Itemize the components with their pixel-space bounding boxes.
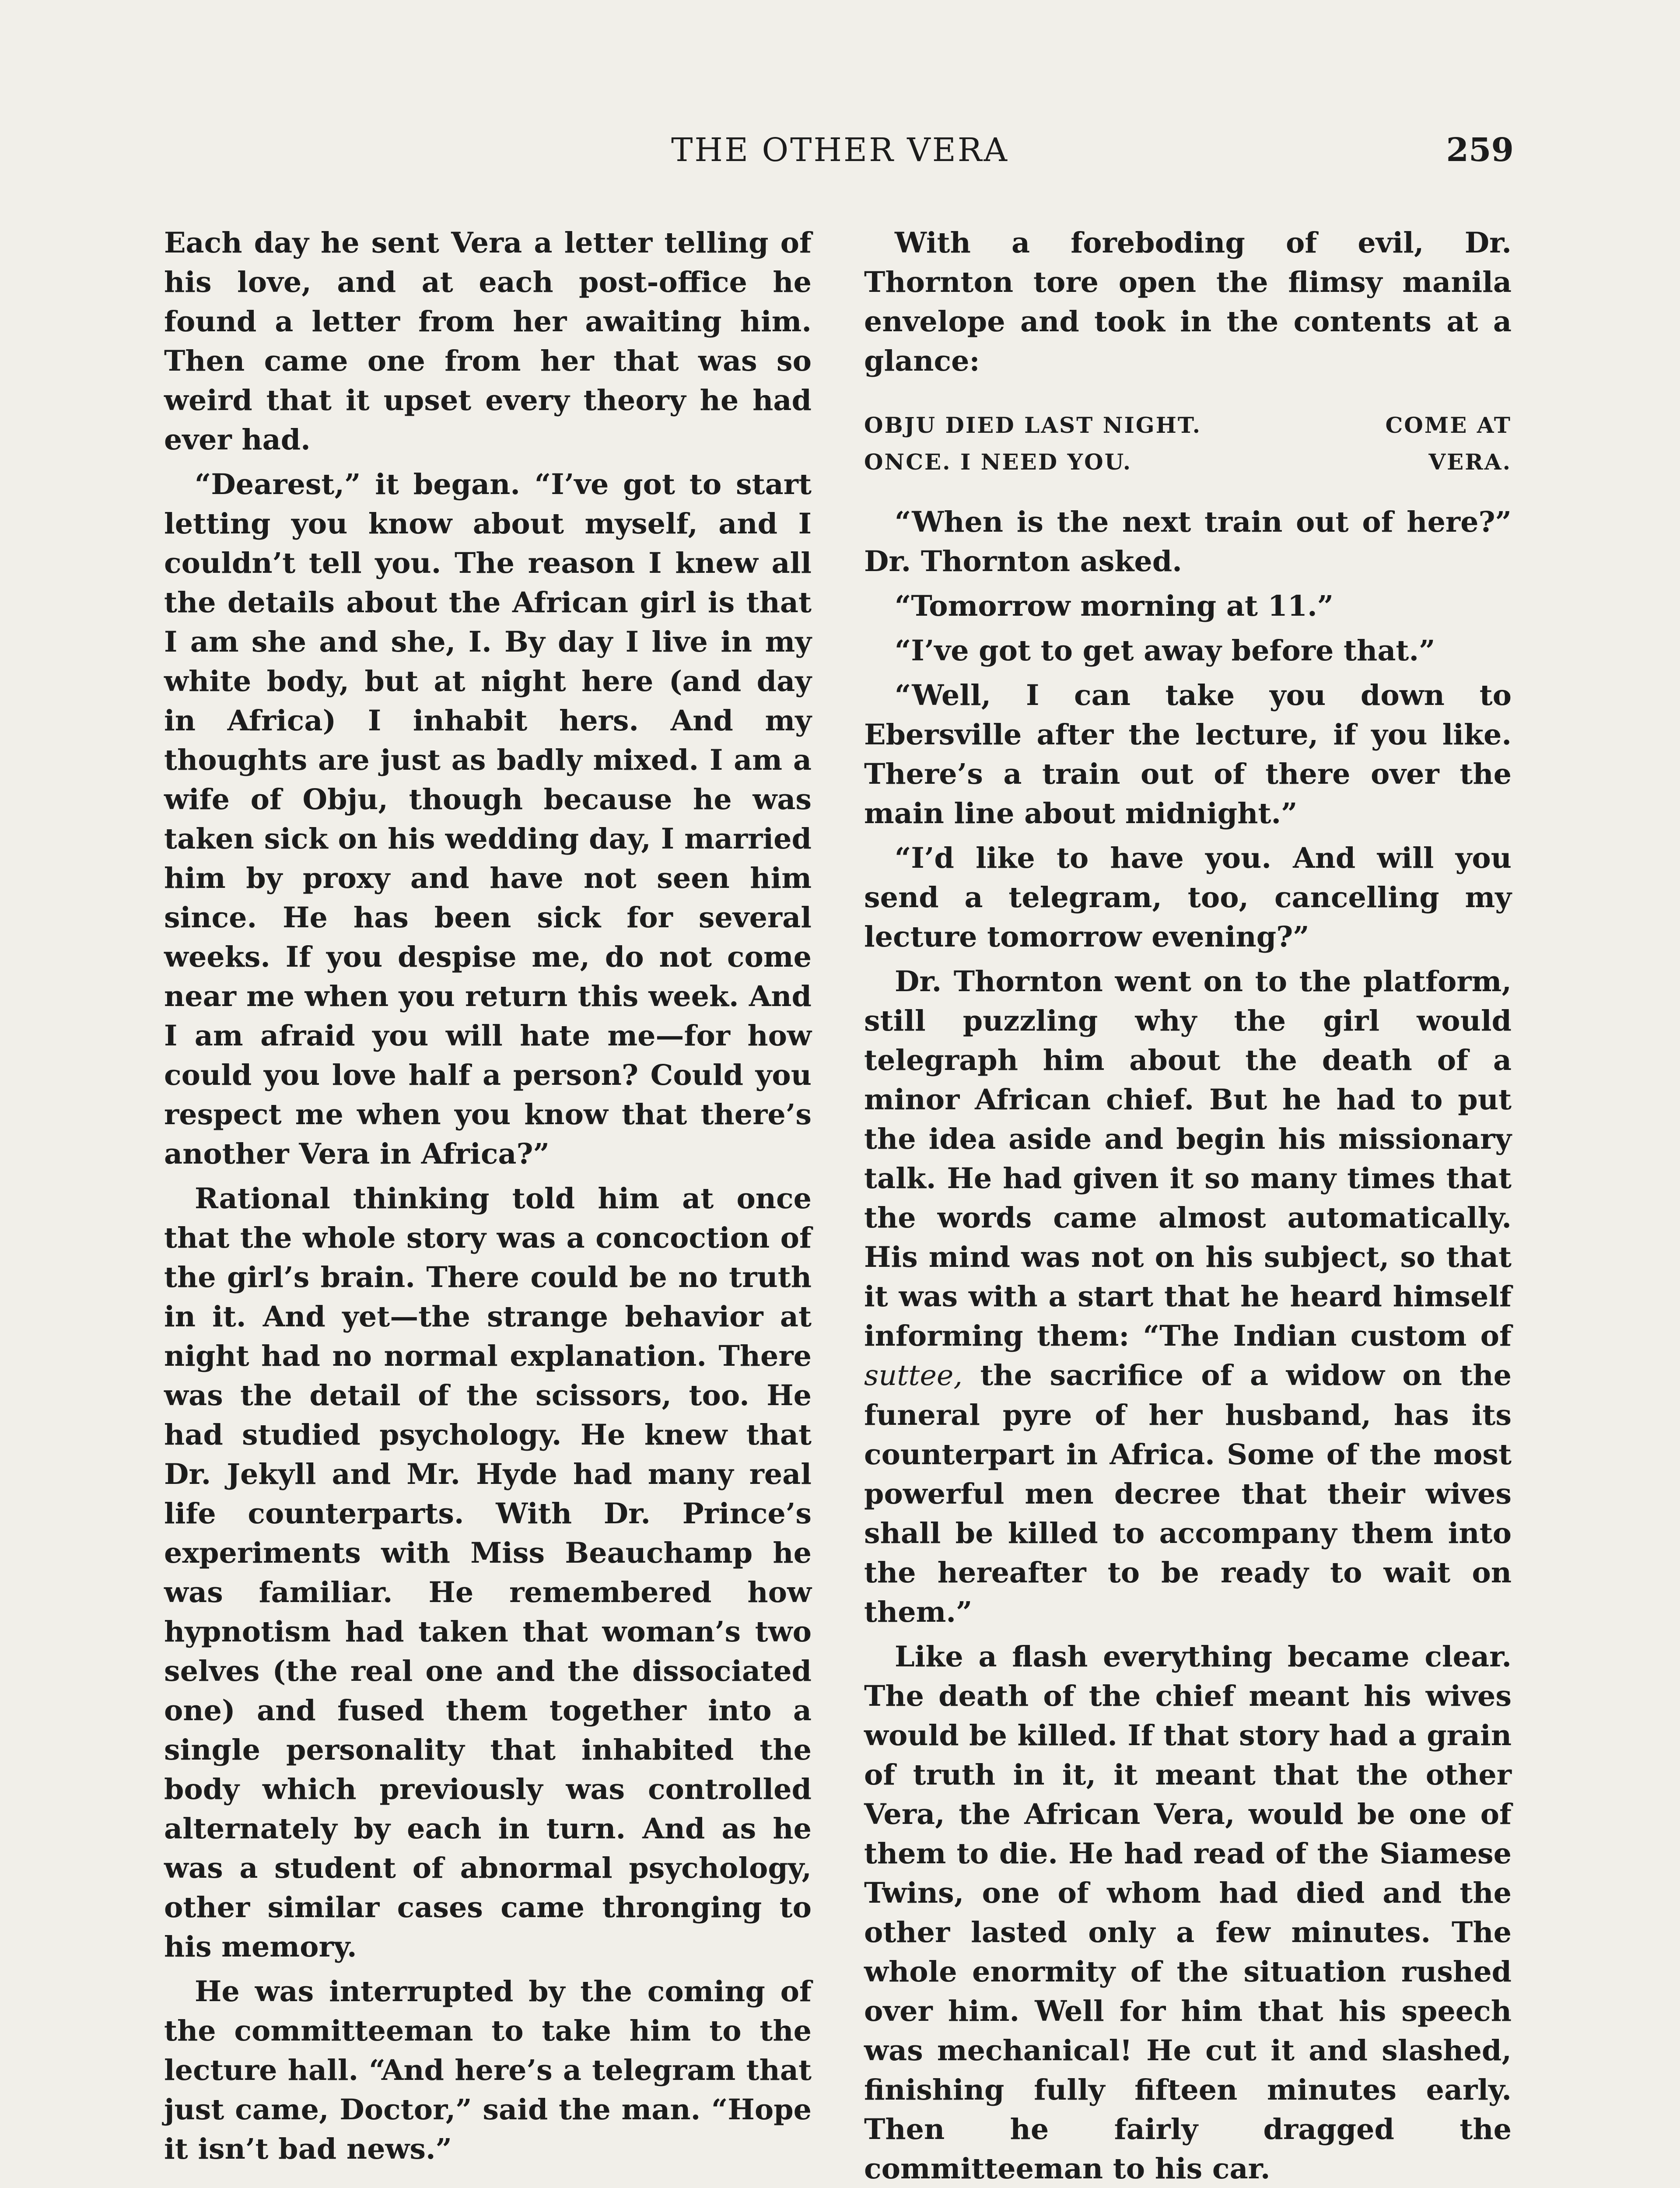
telegram-line: ONCE. I NEED YOU.	[864, 449, 1132, 475]
italic-term: suttee,	[864, 1359, 963, 1392]
paragraph: With a foreboding of evil, Dr. Thornton tore open the flimsy manila envelope and took in the contents at a glance:	[864, 226, 1512, 378]
right-column	[864, 223, 1512, 2188]
paragraph: Like a flash everything became clear. The death of the chief meant his wives would be killed. If that story had a grain of truth in it, it meant that the other Vera, the African Vera, would be one of them to die. He had read of the Siamese Twins, one of whom had died and the other lasted only a few minutes. The whole enormity of the situation rushed over him. Well for him that his speech was mechanical! He cut it and slashed, finishing fully fifteen minutes early. Then he fairly dragged the committeeman to his car.	[864, 1640, 1512, 2185]
paragraph: “Dearest,” it began. “I’ve got to start letting you know about myself, and I couldn’t tell you. The reason I knew all the details about the African girl is that I am she and she, I. By day I live in my white body, but at night here (and day in Africa) I inhabit hers. And my thoughts are just as badly mixed. I am a wife of Obju, though because he was taken sick on his wedding day, I married him by proxy and have not seen him since. He has been sick for several weeks. If you despise me, do not come near me when you return this week. And I am afraid you will hate me—for how could you love half a person? Could you respect me when you know that there’s another Vera in Africa?”	[164, 468, 812, 1171]
paragraph-text: the sacrifice of a widow on the funeral pyre of her husband, has its counterpart in Africa. Some of the most powerful men decree that their wives shall be killed to accompany them into the hereafter to be ready to wait on them.”	[864, 1359, 1512, 1629]
paragraph: Rational thinking told him at once that the whole story was a concoction of the girl’s brain. There could be no truth in it. And yet—the strange behavior at night had no normal explanation. There was the detail of the scissors, too. He had studied psychology. He knew that Dr. Jekyll and Mr. Hyde had many real life counterparts. With Dr. Prince’s experiments with Miss Beauchamp he was familiar. He remembered how hypnotism had taken that woman’s two selves (the real one and the dissociated one) and fused them together into a single personality that inhabited the body which previously was controlled alternately by each in turn. And as he was a student of abnormal psychology, other similar cases came thronging to his memory.	[164, 1182, 812, 1964]
telegram-signature: VERA.	[1428, 449, 1512, 475]
paragraph	[864, 962, 1512, 1632]
paragraph: “Well, I can take you down to Ebersville after the lecture, if you like. There’s a train out of there over the main line about midnight.”	[864, 679, 1512, 830]
telegram-line: OBJU DIED LAST NIGHT.	[864, 412, 1201, 438]
paragraph: “Tomorrow morning at 11.”	[895, 589, 1334, 623]
paragraph: He was interrupted by the coming of the committeeman to take him to the lecture hall. “And here’s a telegram that just came, Doctor,” said the man. “Hope it isn’t bad news.”	[164, 1975, 812, 2166]
running-head: THE OTHER VERA	[671, 131, 1009, 169]
paragraph: “I’d like to have you. And will you send a telegram, too, cancelling my lecture tomorrow evening?”	[864, 842, 1512, 954]
paragraph: Each day he sent Vera a letter telling of his love, and at each post-office he found a letter from her awaiting him. Then came one from her that was so weird that it upset every theory he had ever had.	[164, 226, 812, 456]
left-column	[164, 223, 812, 2169]
telegram-line: COME AT	[1385, 412, 1512, 438]
paragraph-text: Dr. Thornton went on to the platform, still puzzling why the girl would telegraph him about the death of a minor African chief. But he had to put the idea aside and begin his missionary talk. He had given it so many times that the words came almost automatically. His mind was not on his subject, so that it was with a start that he heard himself informing them: “The Indian custom of	[864, 965, 1512, 1353]
telegram-text	[864, 407, 1512, 480]
page-number: 259	[1446, 131, 1514, 169]
paragraph: “I’ve got to get away before that.”	[895, 634, 1435, 667]
paragraph: “When is the next train out of here?” Dr. Thornton asked.	[864, 505, 1512, 578]
